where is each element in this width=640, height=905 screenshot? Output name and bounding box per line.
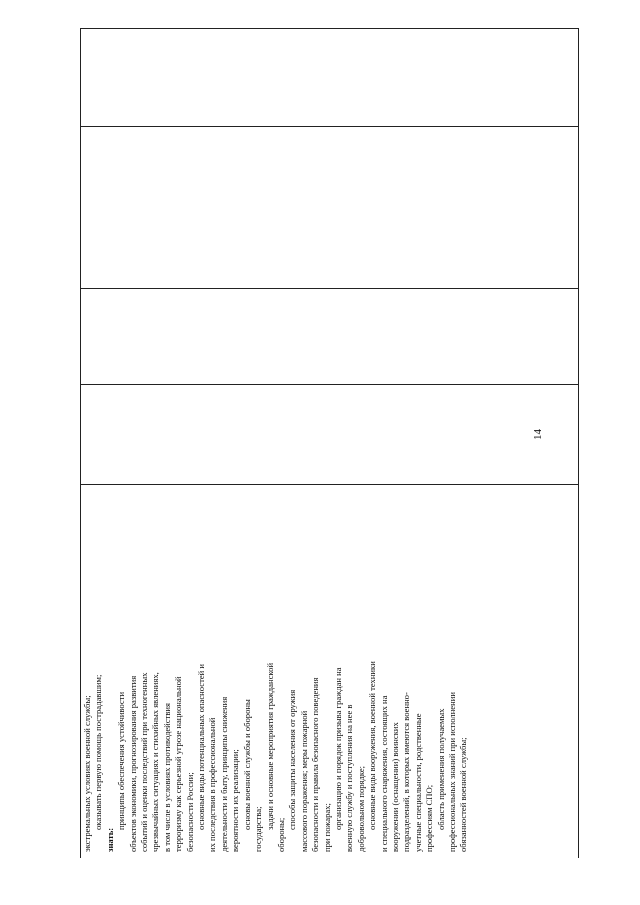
table-column-divider-2 bbox=[80, 288, 578, 289]
text-line: событий и оценки последствий при техногенных bbox=[139, 672, 150, 852]
text-line: профессиям СПО; bbox=[424, 784, 435, 852]
text-line: обязанностей военной службы; bbox=[458, 737, 469, 852]
table-border-top bbox=[80, 28, 578, 29]
text-line: вероятности их реализации; bbox=[230, 749, 241, 852]
text-line: оказывать первую помощь пострадавшим; bbox=[93, 674, 104, 830]
text-line: при пожарах; bbox=[321, 803, 332, 852]
table-border-right bbox=[578, 28, 579, 858]
text-line: подразделений, в которых имеются военно- bbox=[401, 692, 412, 852]
text-line: основы военной службы и обороны bbox=[241, 699, 252, 830]
table-border-left bbox=[80, 28, 81, 858]
text-line: и специального снаряжения, состоящих на bbox=[378, 695, 389, 852]
table-column-divider-1 bbox=[80, 126, 578, 127]
text-line: деятельности и быту, принципы снижения bbox=[218, 696, 229, 852]
text-line: основные виды вооружения, военной техники bbox=[367, 661, 378, 830]
text-line: принципы обеспечения устойчивости bbox=[116, 691, 127, 830]
text-line: область применения получаемых bbox=[435, 708, 446, 830]
text-line: основные виды потенциальных опасностей и bbox=[196, 664, 207, 830]
text-line: военную службу и поступления на нее в bbox=[344, 704, 355, 852]
page-number: 14 bbox=[532, 429, 544, 440]
text-line: экстремальных условиях военной службы; bbox=[82, 695, 92, 852]
text-line: обороны; bbox=[275, 817, 286, 852]
text-line: профессиональных знаний при исполнении bbox=[447, 692, 457, 852]
competency-text-block bbox=[82, 482, 470, 852]
text-line: их последствия в профессиональной bbox=[207, 717, 218, 852]
text-line: безопасности и правила безопасного поведения bbox=[310, 677, 321, 852]
text-line: чрезвычайных ситуациях и стихийных явлениях, bbox=[150, 672, 161, 852]
text-line: организацию и порядок призыва граждан на bbox=[332, 667, 343, 830]
table-column-divider-3 bbox=[80, 384, 578, 385]
text-line: безопасности России; bbox=[184, 772, 195, 852]
text-line: в том числе в условиях противодействия bbox=[161, 703, 172, 852]
text-line: учетные специальности, родственные bbox=[412, 713, 423, 852]
text-line: объектов экономики, прогнозирования развития bbox=[127, 675, 138, 852]
text-line: государства; bbox=[253, 806, 264, 852]
text-line: способы защиты населения от оружия bbox=[287, 689, 298, 830]
text-line: знать: bbox=[104, 827, 115, 852]
text-line: массового поражения; меры пожарной bbox=[298, 710, 309, 852]
text-line: терроризму как серьезной угрозе национальной bbox=[173, 676, 184, 852]
text-line: добровольном порядке; bbox=[355, 765, 366, 852]
text-line: задачи и основные мероприятия гражданской bbox=[264, 662, 275, 830]
text-line: вооружении (оснащении) воинских bbox=[389, 722, 400, 852]
